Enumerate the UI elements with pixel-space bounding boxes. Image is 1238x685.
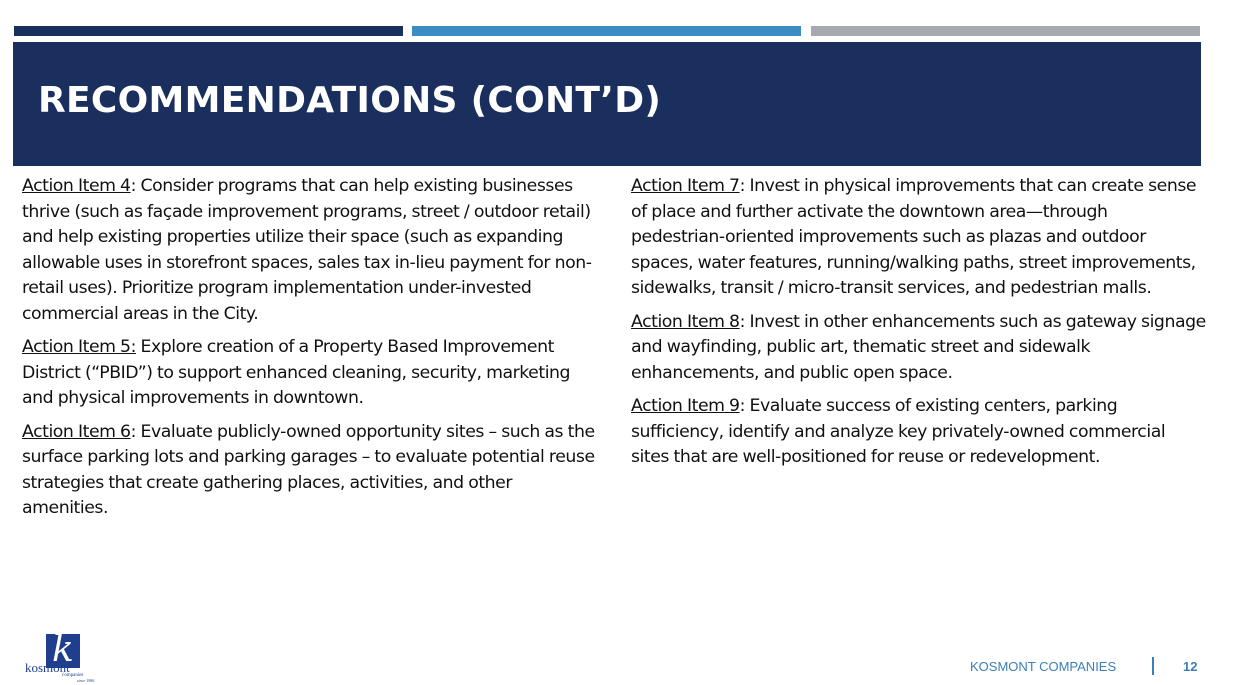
logo-subtitle: companies xyxy=(62,673,84,678)
action-item-7 xyxy=(631,174,1206,302)
action-item-5-label: Action Item 5: xyxy=(22,337,136,357)
footer-company-name: KOSMONT COMPANIES xyxy=(970,659,1117,674)
action-item-8-text: Invest in other enhancements such as gateway signage and wayfinding, public art, thematic street and sidewalk enhancements, and public open space. xyxy=(631,311,1206,383)
action-item-7-text: Invest in physical improvements that can create sense of place and further activate the downtown area—through pedestrian-oriented improvements such as plazas and outdoor spaces, water features, running/walking paths, street improvements, sidewalks, transit / micro-transit services, and pedestrian malls. xyxy=(631,176,1197,298)
action-item-5 xyxy=(22,335,597,412)
header-stripe-blue xyxy=(412,26,801,36)
action-item-6 xyxy=(22,420,597,522)
title-band xyxy=(13,42,1201,166)
header-stripe-gray xyxy=(811,26,1200,36)
left-column xyxy=(22,174,597,530)
action-item-6-separator: : xyxy=(130,421,141,442)
logo-name: kosmont xyxy=(25,660,70,675)
right-column xyxy=(631,174,1206,479)
action-item-6-label: Action Item 6 xyxy=(22,421,131,442)
page-title: RECOMMENDATIONS (CONT’D) xyxy=(38,80,662,121)
footer-divider xyxy=(1152,657,1154,675)
action-item-8 xyxy=(631,310,1206,387)
action-item-8-separator: : xyxy=(739,311,750,332)
logo-since: since 1986 xyxy=(77,678,95,683)
action-item-4-text: Consider programs that can help existing businesses thrive (such as façade improvement programs, street / outdoor retail) and help existing properties utilize their space (such as expanding allowable uses in storefront spaces, sales tax in-lieu payment for non-retail uses). Prioritize program implementation under-invested commercial areas in the City. xyxy=(22,176,592,324)
action-item-4-label: Action Item 4 xyxy=(22,176,131,196)
action-item-9-label: Action Item 9 xyxy=(631,396,740,416)
action-item-5-text: Explore creation of a Property Based Improvement District (“PBID”) to support enhanced cleaning, security, marketing and physical improvements in downtown. xyxy=(22,337,571,408)
action-item-9 xyxy=(631,394,1206,471)
logo-letter: k xyxy=(52,629,74,670)
action-item-9-separator: : xyxy=(739,396,750,416)
action-item-9-text: Evaluate success of existing centers, parking sufficiency, identify and analyze key privately-owned commercial sites that are well-positioned for reuse or redevelopment. xyxy=(631,396,1166,467)
header-stripe-navy xyxy=(14,26,403,36)
kosmont-logo xyxy=(22,629,102,683)
action-item-8-label: Action Item 8 xyxy=(631,311,740,332)
page-number: 12 xyxy=(1183,659,1198,674)
action-item-4 xyxy=(22,174,597,327)
action-item-4-separator: : xyxy=(130,176,141,196)
action-item-7-label: Action Item 7 xyxy=(631,176,740,196)
action-item-7-separator: : xyxy=(739,176,750,196)
action-item-6-text: Evaluate publicly-owned opportunity sites – such as the surface parking lots and parking garages – to evaluate potential reuse strategies that create gathering places, activities, and other amenities. xyxy=(22,421,595,518)
